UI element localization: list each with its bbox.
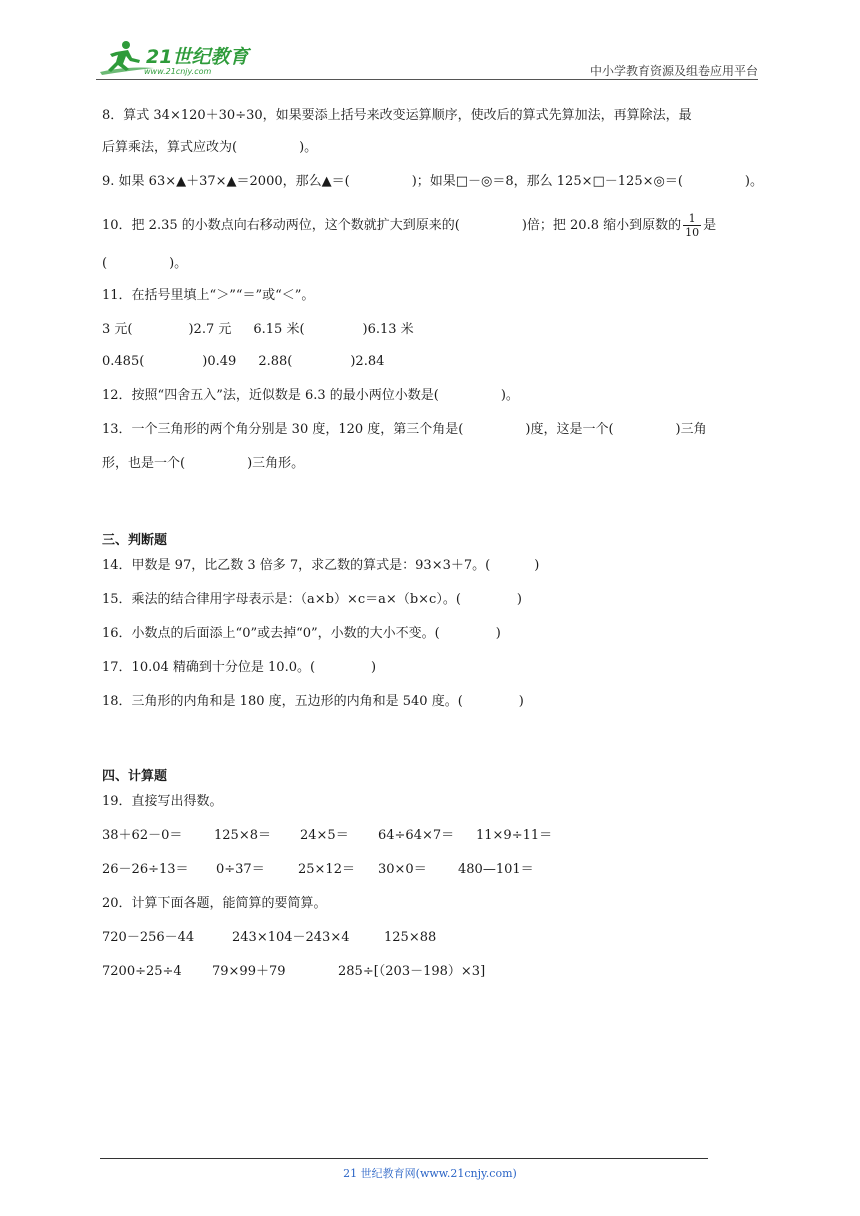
q13-text-b: )度，这是一个(: [525, 422, 614, 437]
page-header: [96, 38, 758, 78]
q9-text-a: 9. 如果 63×▲＋37×▲＝2000，那么▲＝(: [102, 174, 350, 189]
q10-text-e: )。: [169, 256, 188, 271]
q19-r1-item5: 11×9÷11＝: [476, 828, 553, 843]
question-13-line2: [102, 454, 304, 474]
question-18: [102, 692, 524, 712]
q19-r1-item3: 24×5＝: [300, 828, 349, 843]
q20-r1-item2: 243×104－243×4: [232, 930, 350, 945]
q14-close: ): [534, 558, 540, 573]
question-20-row2: [102, 962, 485, 982]
footer-link[interactable]: 21 世纪教育网(www.21cnjy.com): [343, 1167, 517, 1180]
q15-close: ): [516, 592, 522, 607]
svg-text:www.21cnjy.com: www.21cnjy.com: [144, 67, 212, 76]
q20-r2-item1: 7200÷25÷4: [102, 964, 182, 979]
question-20-row1: [102, 928, 436, 948]
q10-text-b: )倍；把 20.8 缩小到原数的: [521, 218, 682, 233]
q11-r2-c: 2.88(: [258, 354, 293, 369]
q8-text-a: 后算乘法，算式应改为(: [102, 140, 238, 155]
q17-close: ): [371, 660, 377, 675]
q11-r2-b: )0.49: [202, 354, 237, 369]
question-16: [102, 624, 501, 644]
q20-r2-item2: 79×99＋79: [212, 964, 286, 979]
q12-text-a: 12．按照“四舍五入”法，近似数是 6.3 的最小两位小数是(: [102, 388, 439, 403]
logo-icon: [96, 38, 266, 78]
q17-text: 17．10.04 精确到十分位是 10.0。(: [102, 660, 316, 675]
question-13-line1: [102, 420, 707, 440]
question-10-line1: [102, 212, 716, 239]
q19-r2-item2: 0÷37＝: [216, 862, 265, 877]
q10-text-a: 10．把 2.35 的小数点向右移动两位，这个数就扩大到原来的(: [102, 218, 460, 233]
fraction-numerator: 1: [683, 212, 701, 226]
q19-r2-item1: 26－26÷13＝: [102, 862, 189, 877]
question-14: [102, 556, 539, 576]
header-divider: [96, 79, 758, 80]
question-9: [102, 172, 763, 192]
section-4-title: 四、计算题: [102, 769, 168, 784]
q10-text-d: (: [102, 256, 108, 271]
q19-r1-item4: 64÷64×7＝: [378, 828, 455, 843]
q16-close: ): [495, 626, 501, 641]
q20-r2-item3: 285÷[（203－198）×3]: [338, 964, 486, 979]
q18-text: 18．三角形的内角和是 180 度，五边形的内角和是 540 度。(: [102, 694, 463, 709]
q11-r1-b: )2.7 元: [188, 322, 232, 337]
question-11: 11．在括号里填上“＞”“＝”或“＜”。: [102, 288, 315, 303]
question-19: 19．直接写出得数。: [102, 794, 223, 809]
svg-text:21世纪教育: 21世纪教育: [146, 46, 249, 68]
q13-text-e: )三角形。: [247, 456, 305, 471]
q20-r1-item3: 125×88: [384, 930, 437, 945]
q10-text-c: 是: [703, 218, 717, 233]
q9-text-b: )；如果□－◎＝8，那么 125×□－125×◎＝(: [411, 174, 683, 189]
q11-r1-a: 3 元(: [102, 322, 133, 337]
q13-text-c: )三角: [675, 422, 707, 437]
question-11-row1: [102, 320, 414, 340]
q19-r2-item4: 30×0＝: [378, 862, 427, 877]
question-17: [102, 658, 376, 678]
section-3-title: 三、判断题: [102, 533, 168, 548]
question-20: 20．计算下面各题，能简算的要简算。: [102, 896, 327, 911]
question-19-row1: [102, 826, 552, 846]
q18-close: ): [518, 694, 524, 709]
q19-r1-item1: 38＋62－0＝: [102, 828, 183, 843]
question-15: [102, 590, 522, 610]
q9-text-c: )。: [744, 174, 763, 189]
question-8-line1: 8．算式 34×120＋30÷30，如果要添上括号来改变运算顺序，使改后的算式先算加法，再算除法，最: [102, 108, 692, 123]
question-19-row2: [102, 860, 534, 880]
q15-text: 15．乘法的结合律用字母表示是：（a×b）×c＝a×（b×c）。(: [102, 592, 461, 607]
q16-text: 16．小数点的后面添上“0”或去掉“0”，小数的大小不变。(: [102, 626, 440, 641]
question-11-row2: [102, 352, 384, 372]
q8-text-b: )。: [299, 140, 318, 155]
q11-r1-c: 6.15 米(: [253, 322, 305, 337]
q11-r2-a: 0.485(: [102, 354, 145, 369]
q11-r2-d: )2.84: [350, 354, 385, 369]
fraction-denominator: 10: [685, 226, 700, 239]
q13-text-a: 13．一个三角形的两个角分别是 30 度，120 度，第三个角是(: [102, 422, 464, 437]
q19-r1-item2: 125×8＝: [214, 828, 271, 843]
q19-r2-item3: 25×12＝: [298, 862, 355, 877]
question-10-line2: [102, 254, 187, 274]
q10-fraction: [683, 212, 701, 239]
question-12: [102, 386, 519, 406]
q11-r1-d: )6.13 米: [362, 322, 414, 337]
q20-r1-item1: 720－256－44: [102, 930, 195, 945]
header-platform-text: 中小学教育资源及组卷应用平台: [589, 64, 758, 78]
footer-divider: [100, 1158, 708, 1159]
q12-text-b: )。: [500, 388, 519, 403]
q14-text: 14．甲数是 97，比乙数 3 倍多 7，求乙数的算式是：93×3＋7。(: [102, 558, 491, 573]
q13-text-d: 形，也是一个(: [102, 456, 186, 471]
q19-r2-item5: 480—101＝: [458, 862, 534, 877]
question-8-line2: [102, 138, 317, 158]
